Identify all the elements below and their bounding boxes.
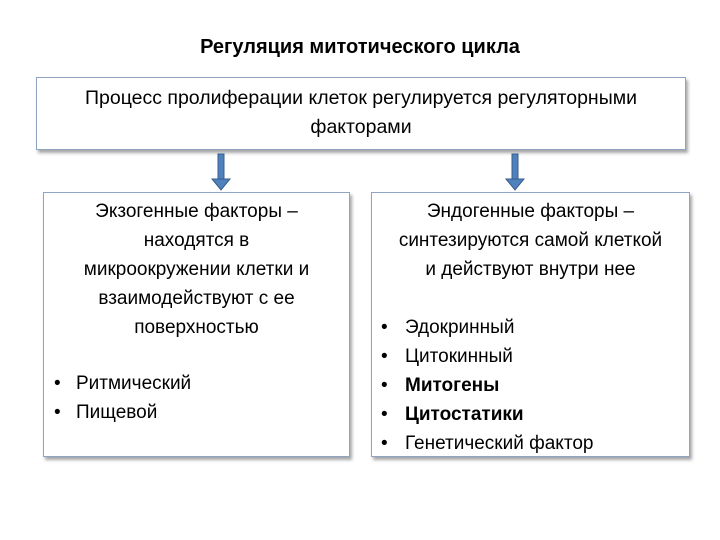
bullet: • xyxy=(381,346,388,367)
top-box-line-2: факторами xyxy=(310,116,412,138)
bullet: • xyxy=(54,402,61,423)
list-item xyxy=(381,400,593,429)
right-down-arrow-icon xyxy=(502,152,528,192)
left-down-arrow-icon xyxy=(208,152,234,192)
exogenous-heading-line: находятся в xyxy=(143,230,250,251)
diagram-title: Регуляция митотического цикла xyxy=(200,36,520,58)
bullet: • xyxy=(381,375,388,396)
list-item xyxy=(381,313,593,342)
bullet: • xyxy=(54,373,61,394)
top-process-box xyxy=(36,77,686,150)
exogenous-heading xyxy=(44,193,349,342)
exogenous-list xyxy=(54,369,191,427)
list-item-label: Эдокринный xyxy=(405,317,515,338)
exogenous-heading-line: поверхностью xyxy=(134,317,259,338)
list-item-label: Цитостатики xyxy=(405,404,524,425)
exogenous-factors-box xyxy=(43,192,350,457)
endogenous-heading-line: синтезируются самой клеткой xyxy=(398,230,663,251)
endogenous-heading xyxy=(372,193,689,284)
list-item-label: Пищевой xyxy=(76,402,158,423)
list-item xyxy=(381,342,593,371)
bullet: • xyxy=(381,404,388,425)
list-item xyxy=(54,369,191,398)
list-item-label: Генетический фактор xyxy=(405,433,594,454)
list-item xyxy=(54,398,191,427)
list-item-label: Ритмический xyxy=(76,373,192,394)
bullet: • xyxy=(381,317,388,338)
list-item xyxy=(381,429,593,458)
exogenous-heading-line: Экзогенные факторы – xyxy=(95,201,298,222)
endogenous-heading-line: и действуют внутри нее xyxy=(425,259,636,280)
exogenous-heading-line: взаимодействуют с ее xyxy=(98,288,295,309)
list-item-label: Цитокинный xyxy=(405,346,513,367)
list-item-label: Митогены xyxy=(405,375,500,396)
bullet: • xyxy=(381,433,388,454)
endogenous-heading-line: Эндогенные факторы – xyxy=(426,201,635,222)
list-item xyxy=(381,371,593,400)
top-box-line-1: Процесс пролиферации клеток регулируется регуляторными xyxy=(84,87,638,109)
exogenous-heading-line: микроокружении клетки и xyxy=(83,259,310,280)
endogenous-list xyxy=(381,313,593,458)
endogenous-factors-box xyxy=(371,192,690,457)
